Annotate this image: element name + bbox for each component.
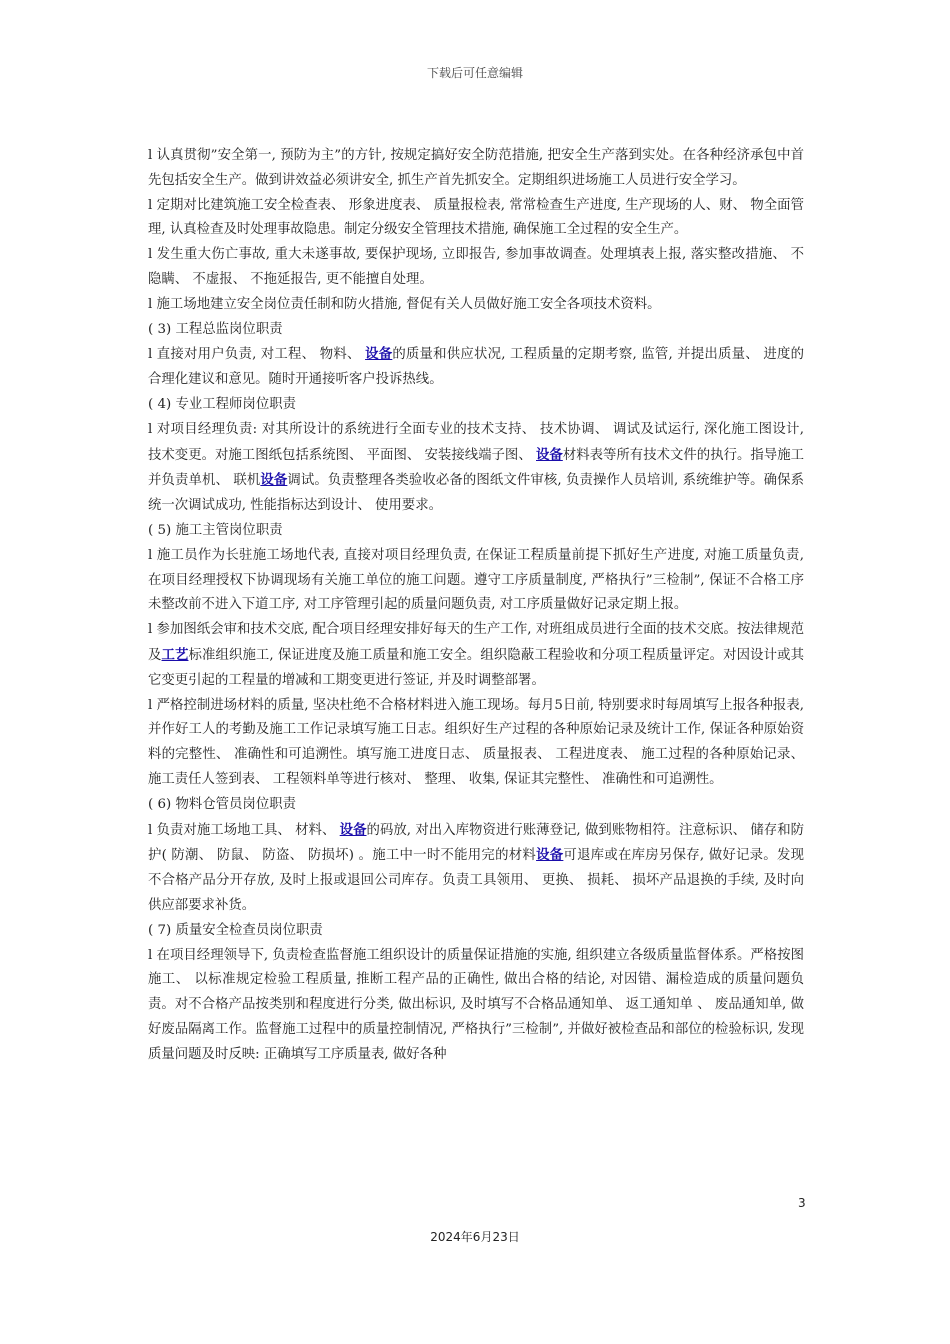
paragraph-text: l 施工场地建立安全岗位责任制和防火措施, 督促有关人员做好施工安全各项技术资料。 xyxy=(148,296,661,312)
paragraph-text: 可退库或在库房另保存, 做好记录。发现不合格产品分开存放, 及时上报或退回公司库存。负责工具领用、 更换、 损耗、 损坏产品退换的手续, 及时向供应部要求补货。 xyxy=(148,848,805,913)
page-number: 3 xyxy=(798,1196,806,1210)
paragraph-text: l 发生重大伤亡事故, 重大未遂事故, 要保护现场, 立即报告, 参加事故调查。处理填表上报, 落实整改措施、 不隐瞒、 不虚报、 不拖延报告, 更不能擅自处理。 xyxy=(148,247,804,287)
document-body xyxy=(148,144,804,1067)
paragraph xyxy=(148,818,804,919)
paragraph xyxy=(148,342,804,393)
page-header: 下载后可任意编辑 xyxy=(426,66,523,80)
paragraph-text: l 定期对比建筑施工安全检查表、 形象进度表、 质量报检表, 常常检查生产进度, 生产现场的人、财、 物全面管理, 认真检查及时处理事故隐患。制定分级安全管理技术措施, 确保施工全过程的安全生产。 xyxy=(148,197,804,238)
paragraph xyxy=(148,393,804,418)
footer-date: 2024年6月23日 xyxy=(430,1230,520,1244)
inline-link[interactable]: 工艺 xyxy=(161,646,189,663)
paragraph xyxy=(148,144,804,194)
paragraph xyxy=(148,944,804,1068)
paragraph-text: ( 6) 物料仓管员岗位职责 xyxy=(148,796,296,812)
paragraph-text: 的码放, 对出入库物资进行账薄登记, 做到账物相符。注意标识、 储存和防护( 防潮、 防鼠、 防盗、 防损坏) 。施工中一时不能用完的材料 xyxy=(148,822,805,864)
paragraph xyxy=(148,618,804,693)
paragraph-text: ( 3) 工程总监岗位职责 xyxy=(148,321,283,337)
paragraph-text: l 在项目经理领导下, 负责检查监督施工组织设计的质量保证措施的实施, 组织建立各级质量监督体系。严格按图施工、 以标准规定检验工程质量, 推断工程产品的正确性, 做出合格的结论, 对因错、漏检造成的质量问题负责。对不合格产品按类别和程度进行分类, 做出标识, 及时填写不合格品通知单、 返工通知单 、 废品通知单, 做好废品隔离工作。监督施工过程中的质量控制情况, 严格执行”三检制”, 并做好被检查品和部位的检验标识, 发现质量问题及时反映: 正确填写工序质量表, 做好各种 xyxy=(148,947,804,1062)
paragraph xyxy=(148,293,804,318)
paragraph xyxy=(148,519,804,544)
paragraph-text: l 认真贯彻”安全第一, 预防为主”的方针, 按规定搞好安全防范措施, 把安全生产落到实处。在各种经济承包中首先包括安全生产。做到讲效益必须讲安全, 抓生产首先抓安全。定期组织进场施工人员进行安全学习。 xyxy=(148,148,804,188)
paragraph-text: 的质量和供应状况, 工程质量的定期考察, 监管, 并提出质量、 进度的合理化建议和意见。随时开通接听客户投诉热线。 xyxy=(148,347,804,388)
paragraph xyxy=(148,194,804,244)
paragraph-text: l 参加图纸会审和技术交底, 配合项目经理安排好每天的生产工作, 对班组成员进行全面的技术交底。按法律规范及 xyxy=(148,622,804,663)
paragraph-text: l 严格控制进场材料的质量, 坚决杜绝不合格材料进入施工现场。每月5日前, 特别要求时每周填写上报各种报表, 并作好工人的考勤及施工工作记录填写施工日志。组织好生产过程的各种原始记录及统计工作, 保证各种原始资料的完整性、 准确性和可追溯性。填写施工进度日志、 质量报表、 工程进度表、 施工过程的各种原始记录、 施工责任人签到表、 工程领料单等进行核对、 整理、 收集, 保证其完整性、 准确性和可追溯性。 xyxy=(148,697,804,787)
inline-link[interactable]: 设备 xyxy=(536,847,564,864)
paragraph-text: 标准组织施工, 保证进度及施工质量和施工安全。组织隐蔽工程验收和分项工程质量评定。对因设计或其它变更引起的工程量的增减和工期变更进行签证, 并及时调整部署。 xyxy=(148,647,805,688)
inline-link[interactable]: 设备 xyxy=(365,346,393,363)
paragraph xyxy=(148,243,804,293)
paragraph xyxy=(148,418,804,519)
paragraph-text: l 施工员作为长驻施工场地代表, 直接对项目经理负责, 在保证工程质量前提下抓好生产进度, 对施工质量负责, 在项目经理授权下协调现场有关施工单位的施工问题。遵守工序质量制度, 严格执行”三检制”, 保证不合格工序未整改前不进入下道工序, 对工序管理引起的质量问题负责, 对工序质量做好记录定期上报。 xyxy=(148,547,804,613)
paragraph-text: ( 4) 专业工程师岗位职责 xyxy=(148,396,296,412)
paragraph-text: ( 7) 质量安全检查员岗位职责 xyxy=(148,922,323,938)
paragraph xyxy=(148,793,804,818)
inline-link[interactable]: 设备 xyxy=(339,821,367,838)
paragraph-text: 调试。负责整理各类验收必备的图纸文件审核, 负责操作人员培训, 系统维护等。确保系统一次调试成功, 性能指标达到设计、 使用要求。 xyxy=(148,473,804,514)
inline-link[interactable]: 设备 xyxy=(536,446,563,463)
paragraph-text: l 对项目经理负责: 对其所设计的系统进行全面专业的技术支持、 技术协调、 调试及试运行, 深化施工图设计, 技术变更。对施工图纸包括系统图、 平面图、 安装接线端子图、 xyxy=(148,421,804,463)
paragraph-text: ( 5) 施工主管岗位职责 xyxy=(148,522,283,538)
inline-link[interactable]: 设备 xyxy=(260,472,288,489)
paragraph xyxy=(148,544,804,618)
paragraph-text: l 负责对施工场地工具、 材料、 xyxy=(148,822,340,838)
paragraph xyxy=(148,318,804,343)
paragraph xyxy=(148,919,804,944)
paragraph-text: 材料表等所有技术文件的执行。指导施工并负责单机、 联机 xyxy=(148,447,805,489)
paragraph xyxy=(148,694,804,793)
paragraph-text: l 直接对用户负责, 对工程、 物料、 xyxy=(148,347,366,363)
